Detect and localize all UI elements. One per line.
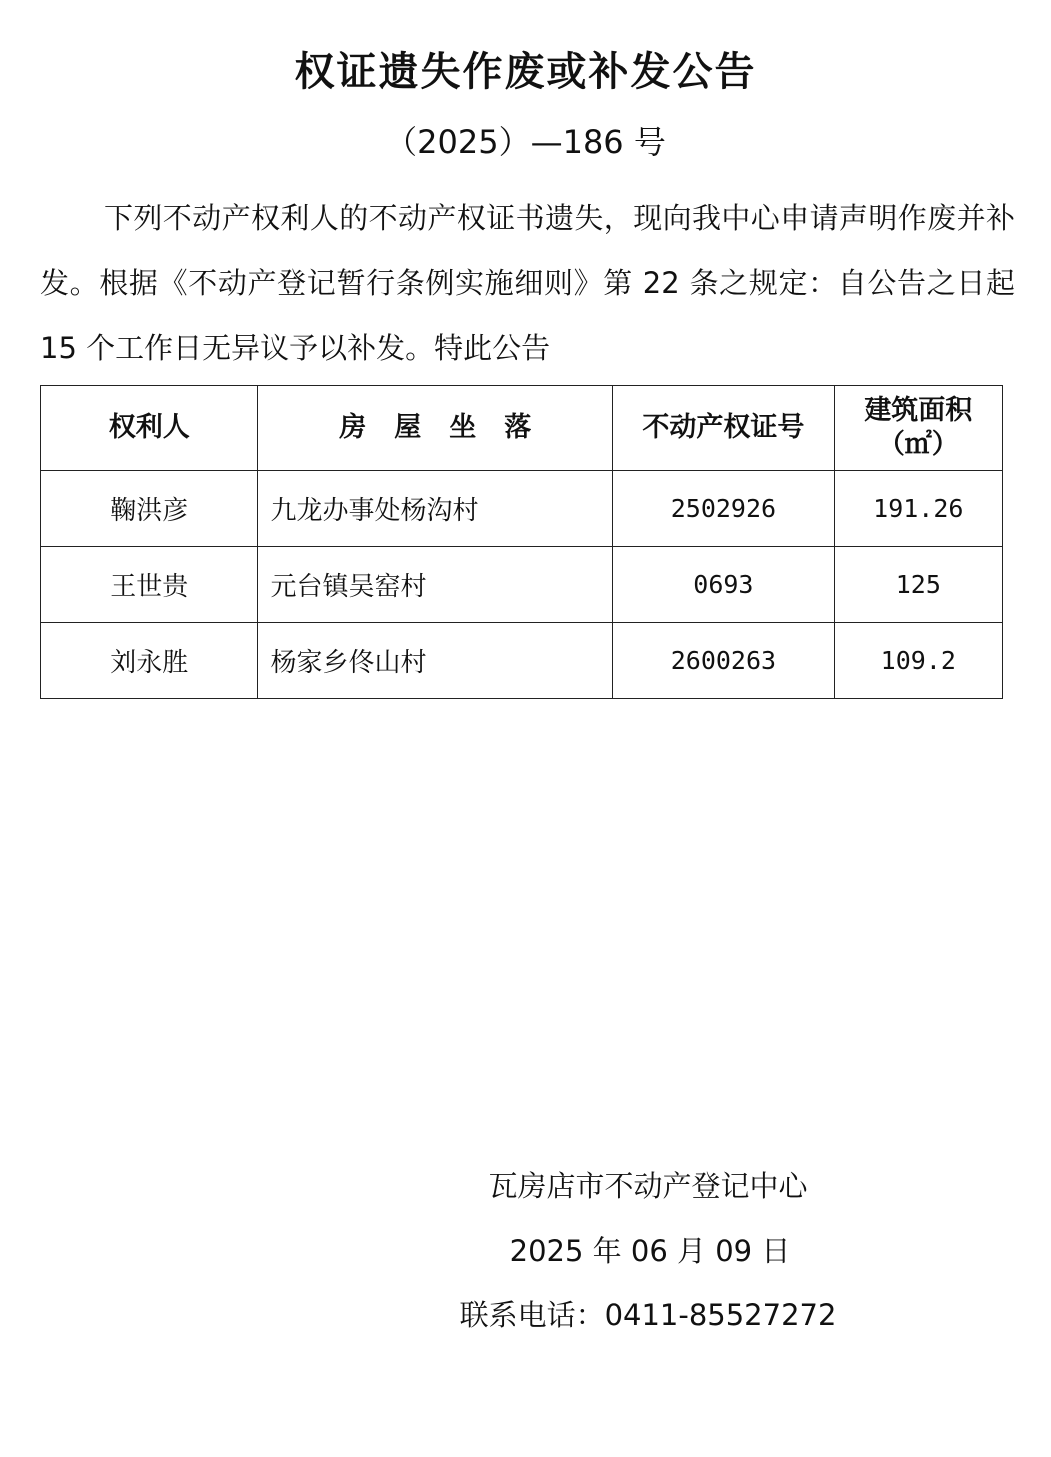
header-area-label: 建筑面积 [864, 395, 973, 426]
cell-cert-no: 2600263 [613, 623, 834, 699]
header-location-char: 屋 [394, 412, 422, 443]
header-area [834, 386, 1002, 471]
header-cert-no: 不动产权证号 [613, 386, 834, 471]
cell-area: 125 [834, 547, 1002, 623]
table-row [41, 623, 1003, 699]
table-row [41, 547, 1003, 623]
cell-cert-no: 2502926 [613, 471, 834, 547]
header-location-char: 落 [504, 412, 532, 443]
cell-location: 元台镇吴窑村 [258, 547, 613, 623]
header-location-char: 坐 [449, 412, 477, 443]
cell-area: 109.2 [834, 623, 1002, 699]
header-area-unit: （㎡） [877, 429, 959, 460]
cell-owner: 王世贵 [41, 547, 258, 623]
cell-owner: 刘永胜 [41, 623, 258, 699]
issue-date: 2025 年 06 月 09 日 [509, 1234, 791, 1268]
header-location-char: 房 [339, 412, 367, 443]
issuer-name: 瓦房店市不动产登记中心 [488, 1169, 808, 1203]
cell-owner: 鞠洪彦 [41, 471, 258, 547]
cell-cert-no: 0693 [613, 547, 834, 623]
cell-location: 九龙办事处杨沟村 [258, 471, 613, 547]
header-location [258, 386, 613, 471]
header-owner: 权利人 [41, 386, 258, 471]
notice-number: （2025）—186 号 [385, 123, 666, 161]
cell-location: 杨家乡佟山村 [258, 623, 613, 699]
contact-phone: 联系电话：0411-85527272 [459, 1298, 837, 1332]
notice-body: 下列不动产权利人的不动产权证书遗失，现向我中心申请声明作废并补发。根据《不动产登记暂行条例实施细则》第 22 条之规定：自公告之日起 15 个工作日无异议予以补发。特此公告 [40, 201, 1015, 365]
certificate-table [40, 385, 1003, 699]
table-row [41, 471, 1003, 547]
cell-area: 191.26 [834, 471, 1002, 547]
table-header-row [41, 386, 1003, 471]
notice-title: 权证遗失作废或补发公告 [294, 49, 757, 95]
